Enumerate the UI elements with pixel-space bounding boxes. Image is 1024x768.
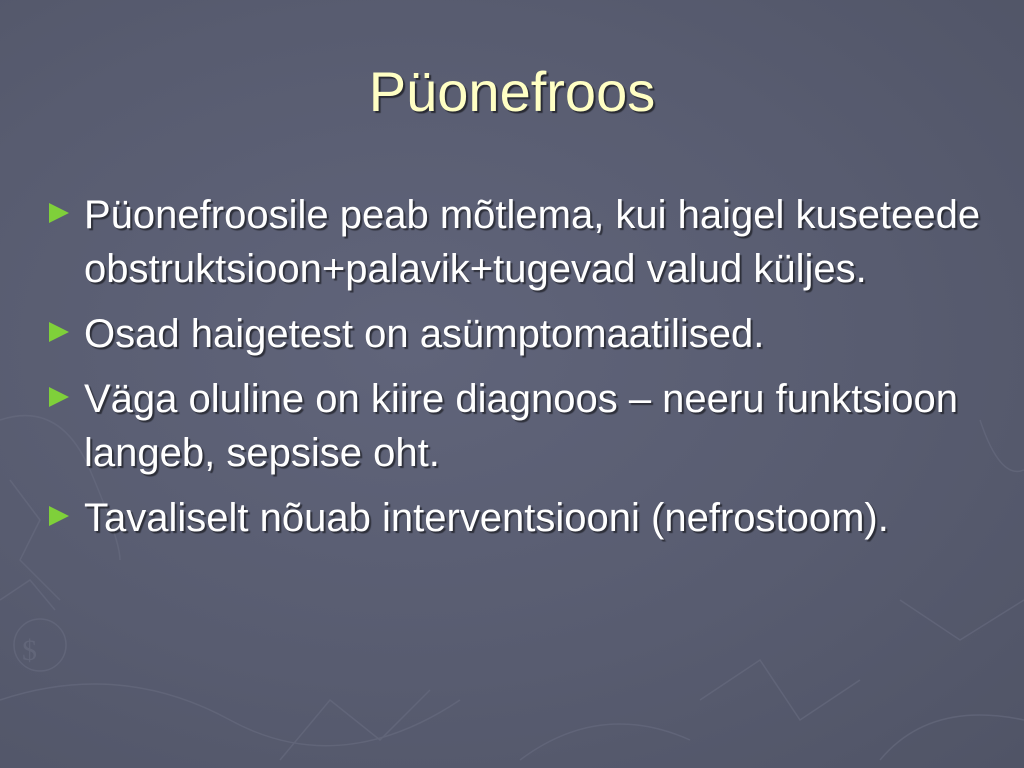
bullet-list bbox=[46, 188, 986, 556]
slide-title: Püonefroos bbox=[368, 60, 656, 123]
bullet-text: Väga oluline on kiire diagnoos – neeru funktsioon langeb, sepsise oht. bbox=[84, 377, 958, 475]
triangle-right-icon bbox=[46, 372, 84, 410]
background-dollar-glyph: $ bbox=[22, 634, 37, 667]
triangle-right-icon bbox=[46, 307, 84, 345]
triangle-right-icon bbox=[46, 188, 84, 226]
bullet-text: Püonefroosile peab mõtlema, kui haigel kuseteede obstruktsioon+palavik+tugevad valud küljes. bbox=[84, 193, 981, 291]
triangle-right-icon bbox=[46, 491, 84, 529]
bullet-text: Tavaliselt nõuab interventsiooni (nefrostoom). bbox=[84, 496, 889, 540]
list-item bbox=[46, 372, 986, 480]
list-item bbox=[46, 491, 986, 545]
bullet-text: Osad haigetest on asümptomaatilised. bbox=[84, 312, 765, 356]
list-item bbox=[46, 307, 986, 361]
list-item bbox=[46, 188, 986, 296]
